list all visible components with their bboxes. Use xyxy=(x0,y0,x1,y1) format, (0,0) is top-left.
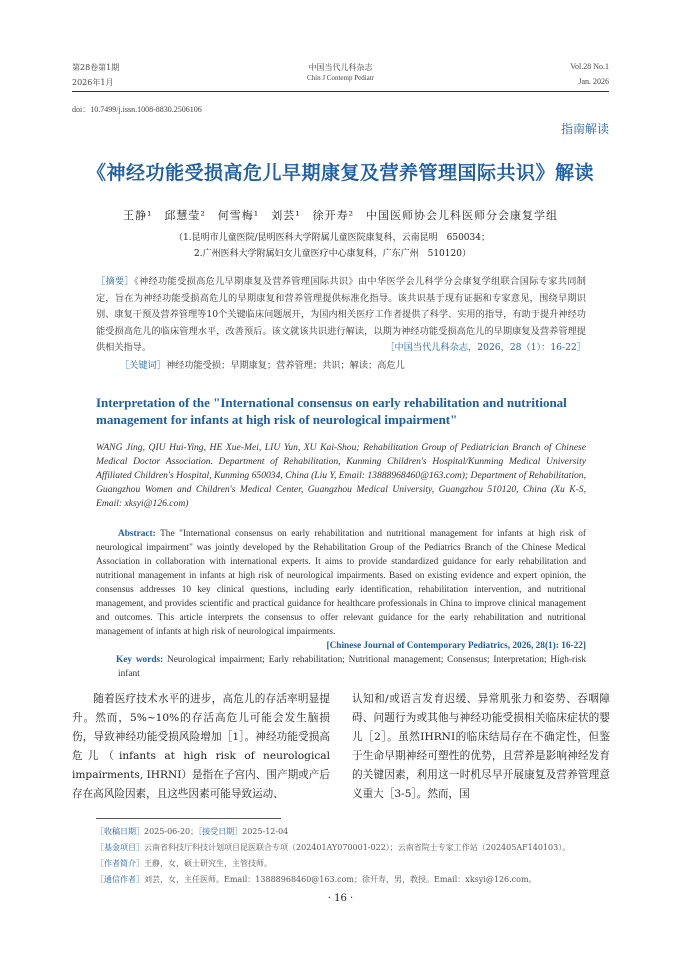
abstract-en-citation: [Chinese Journal of Contemporary Pediatrics, 2026, 28(1): 16-22] xyxy=(326,641,586,651)
body-column-left: 随着医疗技术水平的进步，高危儿的存活率明显提升。然而，5%~10%的存活高危儿可能会发生脑损伤，导致神经功能受损风险增加［1］。神经功能受损高危儿（infants at high risk of neurological impairments, IHRNI）是指在子宫内、围产期或产后存在高风险因素，且这些因素可能导致运动、 xyxy=(72,693,330,800)
footnote-funding-text: 云南省科技厅科技计划项目昆医联合专项（202401AY070001-022）；云南省院士专家工作站（202405AF140103）。 xyxy=(144,843,571,852)
article-title-en: Interpretation of the "International consensus on early rehabilitation and nutritional management for infants at high risk of neurological impairment" xyxy=(96,395,567,427)
footnote-funding-label: ［基金项目］ xyxy=(96,843,144,852)
footnote-author-bio xyxy=(96,858,272,869)
footnote-corr-text: 刘芸，女，主任医师。Email：13888968460@163.com；徐开寿，男，教授。Email：xksyi@126.com。 xyxy=(144,875,537,884)
footnote-funding xyxy=(96,842,570,853)
article-title-cn: 《神经功能受损高危儿早期康复及营养管理国际共识》解读 xyxy=(86,162,594,184)
abstract-en-text: The "International consensus on early rehabilitation and nutritional management for infants at high risk of neurological impairment" was jointly developed by the Rehabilitation Group of the Pediatrics Branch of the Chinese Medical Association in collaboration with international experts. It aims to provide standardized guidance for early rehabilitation and nutritional management in infants at high risk of neurological impairments. Based on existing evidence and expert opinion, the consensus addresses 10 key clinical questions, including early identification, rehabilitation intervention, and nutritional management, and provides scientific and practical guidance for healthcare professionals in China to improve clinical management and outcomes. This article interprets the consensus to offer relevant guidance for the early rehabilitation and nutritional management of infants at high risk of neurological impairments. xyxy=(96,529,586,637)
footnote-received: 2025-06-20； xyxy=(144,827,199,836)
footnote-accepted: 2025-12-04 xyxy=(242,827,289,836)
abstract-en-label: Abstract: xyxy=(118,529,156,539)
keywords-en xyxy=(96,653,586,681)
abstract-cn xyxy=(96,274,586,357)
page-number: · 16 · xyxy=(327,893,354,904)
affiliation-2: 2.广州医科大学附属妇女儿童医疗中心康复科，广东广州 510120） xyxy=(194,249,471,259)
header-date-en: Jan. 2026 xyxy=(578,77,609,86)
footnote-rule xyxy=(96,818,281,819)
header-date: 2026年1月 xyxy=(72,78,114,87)
doi: doi：10.7499/j.issn.1008-8830.2506106 xyxy=(72,105,202,114)
header-journal-cn: 中国当代儿科杂志 xyxy=(308,63,373,72)
abstract-cn-citation: ［中国当代儿科杂志，2026，28（1）：16-22］ xyxy=(385,342,586,353)
footnote-correspondence xyxy=(96,874,537,885)
footnote-bio-text: 王静，女，硕士研究生，主管技师。 xyxy=(144,859,272,868)
keywords-cn-label: ［关键词］ xyxy=(120,360,166,371)
footnote-dates xyxy=(96,826,288,837)
header-rule xyxy=(72,91,609,92)
header-volume-en: Vol.28 No.1 xyxy=(570,62,609,71)
header-volume: 第28卷第1期 xyxy=(72,63,120,72)
keywords-cn xyxy=(120,358,405,375)
abstract-en xyxy=(96,527,586,681)
footnote-corr-label: ［通信作者］ xyxy=(96,875,144,884)
footnote-bio-label: ［作者简介］ xyxy=(96,859,144,868)
affiliation-1: （1.昆明市儿童医院/昆明医科大学附属儿童医院康复科，云南昆明 650034； xyxy=(174,233,490,243)
footnote-accepted-label: ［接受日期］ xyxy=(198,827,243,836)
keywords-en-text: Neurological impairment; Early rehabilitation; Nutritional management; Consensus; Interpretation; High-risk infant xyxy=(118,655,586,679)
section-label: 指南解读 xyxy=(560,122,609,136)
authors-en: WANG Jing, QIU Hui-Ying, HE Xue-Mei, LIU Yun, XU Kai-Shou; Rehabilitation Group of Pediatrician Branch of Chinese Medical Doctor Association. Department of Rehabilitation, Kunming Children's Hospital/Kunming Medical University Affiliated Children's Hospital, Kunming 650034, China (Liu Y, Email: 13888968460@163.com); Department of Rehabilitation, Guangzhou Women and Children's Medical Center, Guangzhou Medical University, Guangzhou 510120, China (Xu K-S, Email: xksyi@126.com) xyxy=(96,442,586,509)
keywords-cn-text: 神经功能受损；早期康复；营养管理；共识；解读；高危儿 xyxy=(165,360,405,371)
authors-cn: 王静¹ 邱慧莹² 何雪梅¹ 刘芸¹ 徐开寿² 中国医师协会儿科医师分会康复学组 xyxy=(122,209,559,222)
footnote-received-label: ［收稿日期］ xyxy=(96,827,144,836)
keywords-en-label: Key words: xyxy=(116,655,164,665)
body-column-right: 认知和/或语言发育迟缓、异常肌张力和姿势、吞咽障碍、问题行为或其他与神经功能受损相关临床症状的婴儿［2］。虽然IHRNI的临床结局存在不确定性，但鉴于生命早期神经可塑性的优势，且营养是影响神经发育的关键因素，利用这一时机尽早开展康复及营养管理意义重大［3-5］。然而，国 xyxy=(352,693,610,800)
abstract-cn-label: ［摘要］ xyxy=(96,276,135,287)
abstract-cn-text: 《神经功能受损高危儿早期康复及营养管理国际共识》由中华医学会儿科学分会康复学组联合国际专家共同制定，旨在为神经功能受损高危儿的早期康复和营养管理提供标准化指导。该共识基于现有证据和专家意见，围绕早期识别、康复干预及营养管理等10个关键临床问题展开，为国内相关医疗工作者提供了科学、实用的指导，有助于提升神经功能受损高危儿的临床管理水平，改善预后。该文就该共识进行解读，以期为神经功能受损高危儿的早期康复及营养管理提供相关指导。 xyxy=(96,276,586,353)
header-journal-en: Chin J Contemp Pediatr xyxy=(306,74,375,82)
